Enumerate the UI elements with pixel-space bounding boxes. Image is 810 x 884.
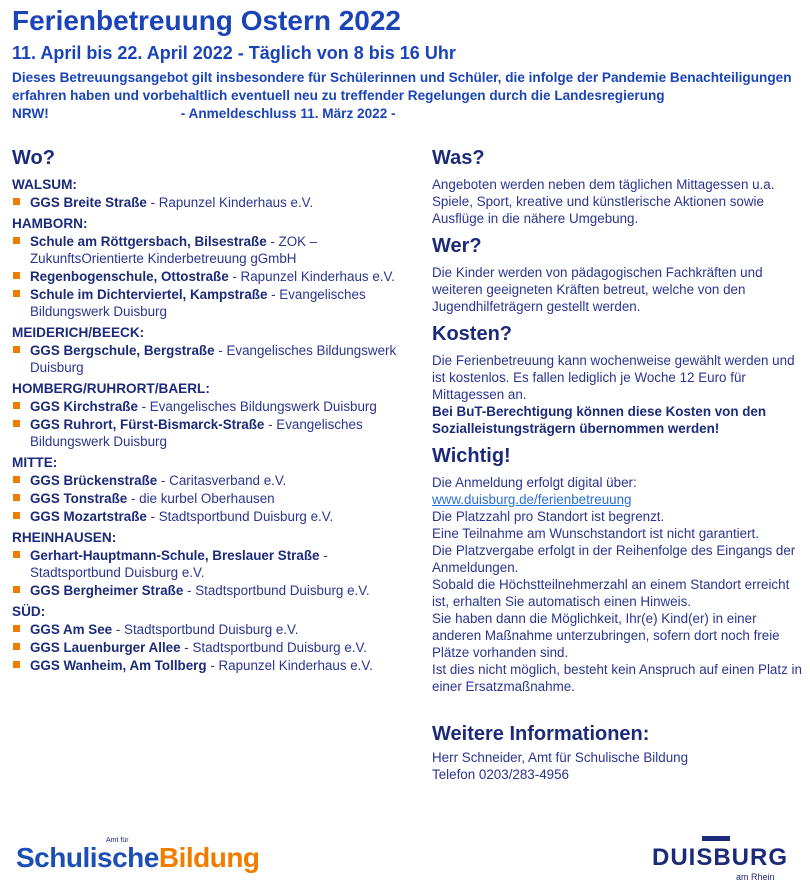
kosten-but-note: Bei BuT-Berechtigung können diese Kosten von den Sozialleistungsträgern übernommen werden! [432,404,767,436]
was-text: Angeboten werden neben dem täglichen Mittagessen u.a. Spiele, Sport, kreative und künstlerische Aktionen sowie Ausflüge in die nähere Umgebung. [432,177,775,226]
square-bullet-icon [13,625,20,632]
region-name: RHEINHAUSEN: [12,530,117,545]
provider-name: - Rapunzel Kinderhaus e.V. [206,658,373,673]
wichtig-heading: Wichtig! [432,445,511,467]
wichtig-section [432,444,807,695]
school-name: GGS Am See [30,622,113,637]
region-group [12,454,407,525]
school-name: Schule am Röttgersbach, Bilsestraße [30,234,267,249]
region-list [12,176,407,674]
square-bullet-icon [13,476,20,483]
square-bullet-icon [13,551,20,558]
was-heading: Was? [432,147,485,169]
weitere-section [432,722,807,783]
provider-name: - Evangelisches Bildungswerk Duisburg [30,343,397,375]
square-bullet-icon [13,290,20,297]
school-name: GGS Wanheim, Am Tollberg [30,658,207,673]
region-group [12,380,407,450]
duisburg-logo-bar [702,836,730,841]
provider-name: - Evangelisches Bildungswerk Duisburg [30,417,363,449]
region-group [12,603,407,674]
region-group [12,529,407,599]
location-item [12,508,407,525]
wichtig-line-7: Ist dies nicht möglich, besteht kein Anspruch auf einen Platz in einer Ersatzmaßnahme. [432,662,802,694]
location-item [12,582,407,599]
location-item [12,639,407,656]
date-subtitle: 11. April bis 22. April 2022 - Täglich von 8 bis 16 Uhr [12,43,456,63]
region-group [12,176,407,211]
location-item [12,268,407,285]
schulische-bildung-logo [16,828,276,878]
info-column [432,146,807,702]
location-item [12,286,407,320]
square-bullet-icon [13,494,20,501]
location-item [12,342,407,376]
logo-part-schulische: Schulische [16,842,159,873]
wer-text: Die Kinder werden von pädagogischen Fachkräften und weiteren geeigneten Kräften betreut, welche von den Jugendhilfeträgern gestellt werden. [432,265,763,314]
region-name: MITTE: [12,455,58,470]
location-item [12,233,407,267]
square-bullet-icon [13,346,20,353]
wichtig-line-1: Die Anmeldung erfolgt digital über: [432,475,637,490]
square-bullet-icon [13,402,20,409]
square-bullet-icon [13,586,20,593]
provider-name: - Stadtsportbund Duisburg e.V. [146,509,334,524]
location-item [12,472,407,489]
locations-column [12,146,407,678]
provider-name: - ZOK – ZukunftsOrientierte Kinderbetreuung gGmbH [30,234,318,266]
kosten-text: Die Ferienbetreuung kann wochenweise gewählt werden und ist kostenlos. Es fallen lediglich je Woche 12 Euro für Mittagessen an. [432,353,795,402]
location-item [12,490,407,507]
square-bullet-icon [13,661,20,668]
school-name: Regenbogenschule, Ottostraße [30,269,229,284]
wichtig-line-5: Sobald die Höchstteilnehmerzahl an einem Standort erreicht ist, erhalten Sie automatisch einen Hinweis. [432,577,790,609]
duisburg-tagline: am Rhein [736,872,775,882]
kosten-heading: Kosten? [432,323,512,345]
school-name: GGS Lauenburger Allee [30,640,181,655]
square-bullet-icon [13,198,20,205]
duisburg-logo [652,836,792,882]
wichtig-line-4: Die Platzvergabe erfolgt in der Reihenfolge des Eingangs der Anmeldungen. [432,543,796,575]
location-item [12,657,407,674]
region-group [12,324,407,376]
wichtig-line-2: Die Platzzahl pro Standort ist begrenzt. [432,509,665,524]
school-name: GGS Bergheimer Straße [30,583,184,598]
registration-deadline: - Anmeldeschluss 11. März 2022 - [180,106,396,121]
provider-name: - Evangelisches Bildungswerk Duisburg [137,399,377,414]
provider-name: - Stadtsportbund Duisburg e.V. [30,548,328,580]
kosten-section [432,322,807,437]
provider-name: - die kurbel Oberhausen [127,491,275,506]
contact-phone: Telefon 0203/283-4956 [432,767,569,782]
square-bullet-icon [13,237,20,244]
location-item [12,416,407,450]
school-name: GGS Breite Straße [30,195,147,210]
intro-text [12,69,802,123]
contact-person: Herr Schneider, Amt für Schulische Bildung [432,750,689,765]
page-title: Ferienbetreuung Ostern 2022 [12,5,402,36]
provider-name: - Rapunzel Kinderhaus e.V. [146,195,314,210]
location-item [12,547,407,581]
was-section [432,146,807,227]
wer-heading: Wer? [432,235,482,257]
registration-link[interactable]: www.duisburg.de/ferienbetreuung [432,492,632,507]
square-bullet-icon [13,272,20,279]
provider-name: - Rapunzel Kinderhaus e.V. [228,269,395,284]
region-name: HAMBORN: [12,216,88,231]
provider-name: - Stadtsportbund Duisburg e.V. [183,583,370,598]
region-name: WALSUM: [12,177,77,192]
logo-amt-fuer: Amt für [106,837,129,844]
wo-heading: Wo? [12,147,55,169]
school-name: GGS Tonstraße [30,491,128,506]
school-name: GGS Mozartstraße [30,509,147,524]
school-name: GGS Kirchstraße [30,399,138,414]
school-name: Gerhart-Hauptmann-Schule, Breslauer Straße [30,548,320,563]
square-bullet-icon [13,512,20,519]
location-item [12,621,407,638]
weitere-heading: Weitere Informationen: [432,723,650,745]
logo-part-bildung: Bildung [158,842,260,873]
provider-name: - Evangelisches Bildungswerk Duisburg [30,287,366,319]
provider-name: - Stadtsportbund Duisburg e.V. [112,622,299,637]
provider-name: - Stadtsportbund Duisburg e.V. [180,640,367,655]
region-name: HOMBERG/RUHRORT/BAERL: [12,381,210,396]
square-bullet-icon [13,643,20,650]
region-group [12,215,407,320]
location-item [12,194,407,211]
wichtig-line-6: Sie haben dann die Möglichkeit, Ihr(e) Kind(er) in einer anderen Maßnahme unterzubringen, sofern dort noch freie Plätze vorhanden sind. [432,611,780,660]
school-name: GGS Brückenstraße [30,473,158,488]
school-name: GGS Bergschule, Bergstraße [30,343,215,358]
school-name: Schule im Dichterviertel, Kampstraße [30,287,268,302]
logo-wordmark [16,842,260,874]
provider-name: - Caritasverband e.V. [157,473,287,488]
wer-section [432,234,807,315]
square-bullet-icon [13,420,20,427]
school-name: GGS Ruhrort, Fürst-Bismarck-Straße [30,417,265,432]
duisburg-wordmark: DUISBURG [652,844,789,871]
intro-body: Dieses Betreuungsangebot gilt insbesondere für Schülerinnen und Schüler, die infolge der Pandemie Benachteiligungen erfahren haben und vorbehaltlich eventuell neu zu treffender Regelungen durch die Landesregierung NRW! [12,70,792,121]
region-name: MEIDERICH/BEECK: [12,325,145,340]
region-name: SÜD: [12,604,46,619]
wichtig-line-3: Eine Teilnahme am Wunschstandort ist nicht garantiert. [432,526,759,541]
location-item [12,398,407,415]
